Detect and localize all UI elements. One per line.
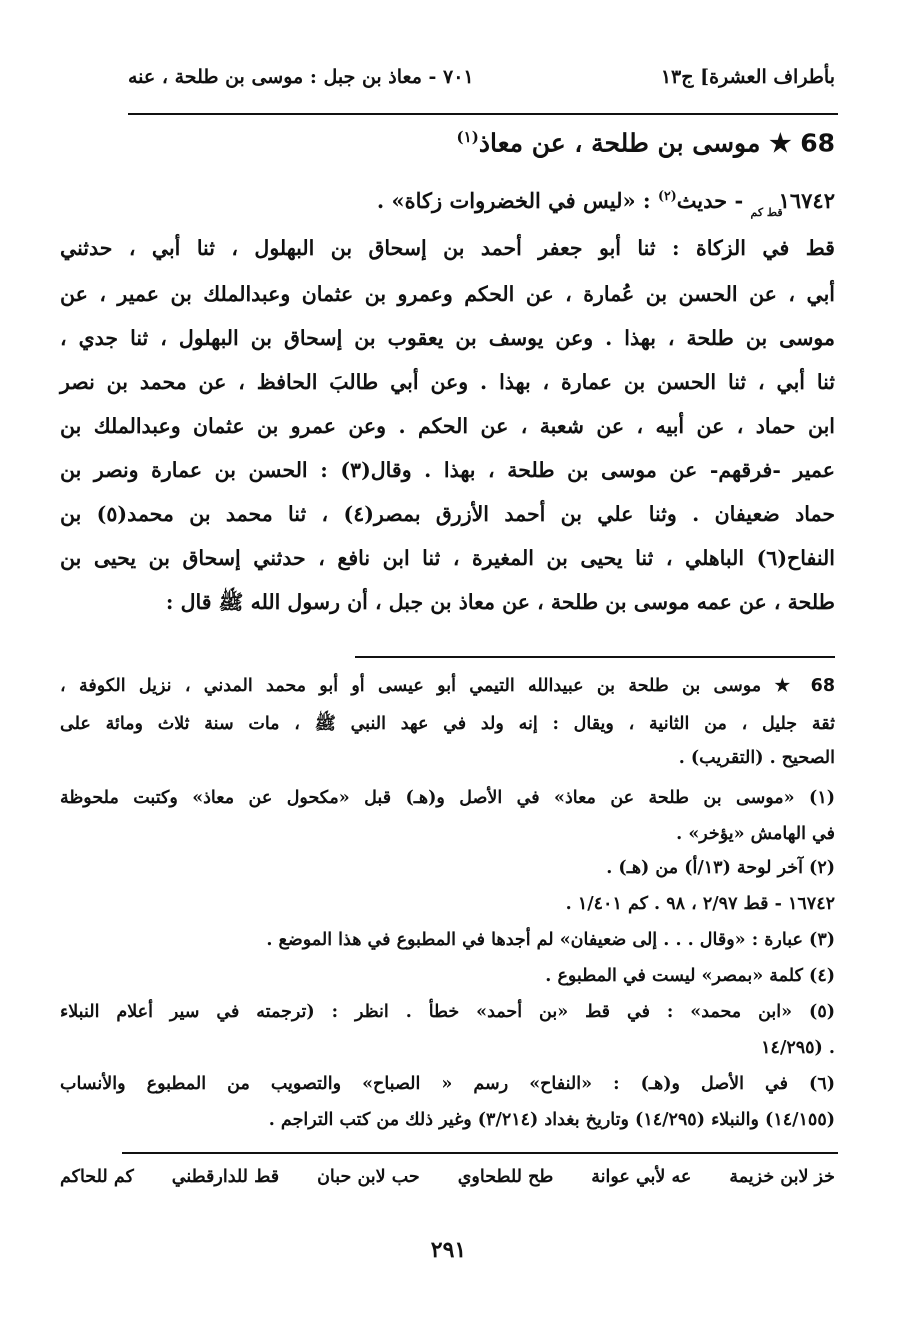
abbreviations-rule [122, 1152, 838, 1154]
abbreviation-item: كم للحاكم [60, 1167, 134, 1187]
body-line: النفاح(٦) الباهلي ، ثنا يحيى بن المغيرة ، ثنا ابن نافع ، حدثني إسحاق بن يحيى بن [60, 546, 835, 570]
hadith-number: ١٦٧٤٢ [778, 188, 835, 213]
running-header-left: ٧٠١ - معاذ بن جبل : موسى بن طلحة ، عنه [128, 66, 474, 88]
footnote-line: (٢) آخر لوحة (١٣/أ) من (هـ) . [606, 858, 835, 878]
footnote-ref: (٢) [657, 188, 677, 203]
abbreviation-item: طح للطحاوي [457, 1167, 554, 1187]
source-codes: قط كم [750, 206, 783, 219]
abbreviation-item: حب لابن حبان [317, 1167, 420, 1187]
footnote-line: (٣) عبارة : «وقال . . . إلى ضعيفان» لم أجدها في المطبوع في هذا الموضع . [266, 930, 835, 950]
footnote-line: ١٤/٢٩٥) . [761, 1038, 835, 1058]
abbreviation-item: قط للدارقطني [171, 1167, 280, 1187]
body-line: أبي ، عن الحسن بن عُمارة ، عن الحكم وعمرو بن عثمان وعبدالملك بن عمير ، عن [60, 282, 835, 306]
page-number: ٢٩١ [430, 1237, 467, 1263]
body-line: حماد ضعيفان . وثنا علي بن أحمد الأزرق بمصر(٤) ، ثنا محمد بن محمد(٥) بن [60, 502, 835, 526]
bio-line [60, 676, 835, 696]
body-line: موسى بن طلحة ، بهذا . وعن يوسف بن يعقوب بن إسحاق بن البهلول ، ثنا جدي ، [60, 326, 835, 350]
footnote-line: ١٦٧٤٢ - قط ٢/٩٧ ، ٩٨ . كم ١/٤٠١ . [565, 894, 835, 914]
hadith-text: : «ليس في الخضروات زكاة» . [376, 188, 651, 213]
hadith-heading [377, 188, 835, 219]
bio-line: الصحيح . (التقريب) . [678, 748, 835, 768]
running-header-right: بأطراف العشرة] ج١٣ [660, 66, 835, 88]
footnote-line: (١٤/١٥٥) والنبلاء (١٤/٢٩٥) وتاريخ بغداد (٣/٢١٤) وغير ذلك من كتب التراجم . [268, 1110, 835, 1130]
entry-title-text: موسى بن طلحة ، عن معاذ [478, 128, 761, 158]
body-line: قط في الزكاة : ثنا أبو جعفر أحمد بن إسحاق بن البهلول ، ثنا أبي ، حدثني [60, 236, 835, 260]
body-line: ابن حماد ، عن أبيه ، عن شعبة ، عن الحكم . وعن عمرو بن عثمان وعبدالملك بن [60, 414, 835, 438]
bio-number: 68 [810, 676, 836, 696]
abbreviations-legend [60, 1167, 835, 1187]
footnote-line: (٤) كلمة «بمصر» ليست في المطبوع . [545, 966, 835, 986]
footnote-ref: (١) [456, 128, 479, 146]
entry-title [457, 128, 835, 157]
footnote-rule [355, 656, 835, 658]
footnote-line: (٥) «ابن محمد» : في قط «بن أحمد» خطأ . انظر : (ترجمته في سير أعلام النبلاء [60, 1002, 835, 1022]
footnote-line: (٦) في الأصل و(هـ) : «النفاح» رسم « الصباح» والتصويب من المطبوع والأنساب [60, 1074, 835, 1094]
abbreviation-item: خز لابن خزيمة [729, 1167, 835, 1187]
hadith-label: - حديث [676, 188, 744, 213]
body-line: عمير -فرقهم- عن موسى بن طلحة ، بهذا . وقال(٣) : الحسن بن عمارة ونصر بن [60, 458, 835, 482]
body-line: ثنا أبي ، ثنا الحسن بن عمارة ، بهذا . وعن أبي طالبَ الحافظ ، عن محمد بن نصر [60, 370, 835, 394]
bio-text: ★ موسى بن طلحة بن عبيدالله التيمي أبو عيسى أو أبو محمد المدني ، نزيل الكوفة ، [60, 676, 798, 696]
header-rule [128, 113, 838, 115]
bio-line: ثقة جليل ، من الثانية ، ويقال : إنه ولد في عهد النبي ﷺ ، مات سنة ثلاث ومائة على [60, 714, 835, 734]
footnote-line: (١) «موسى بن طلحة عن معاذ» في الأصل و(هـ) قبل «مكحول عن معاذ» وكتبت ملحوظة [60, 788, 835, 808]
body-line: طلحة ، عن عمه موسى بن طلحة ، عن معاذ بن جبل ، أن رسول الله ﷺ قال : [165, 590, 835, 614]
entry-number: 68 [800, 128, 835, 158]
footnote-line: في الهامش «يؤخر» . [676, 824, 835, 844]
star-icon: ★ [769, 128, 792, 158]
abbreviation-item: عه لأبي عوانة [591, 1167, 692, 1187]
